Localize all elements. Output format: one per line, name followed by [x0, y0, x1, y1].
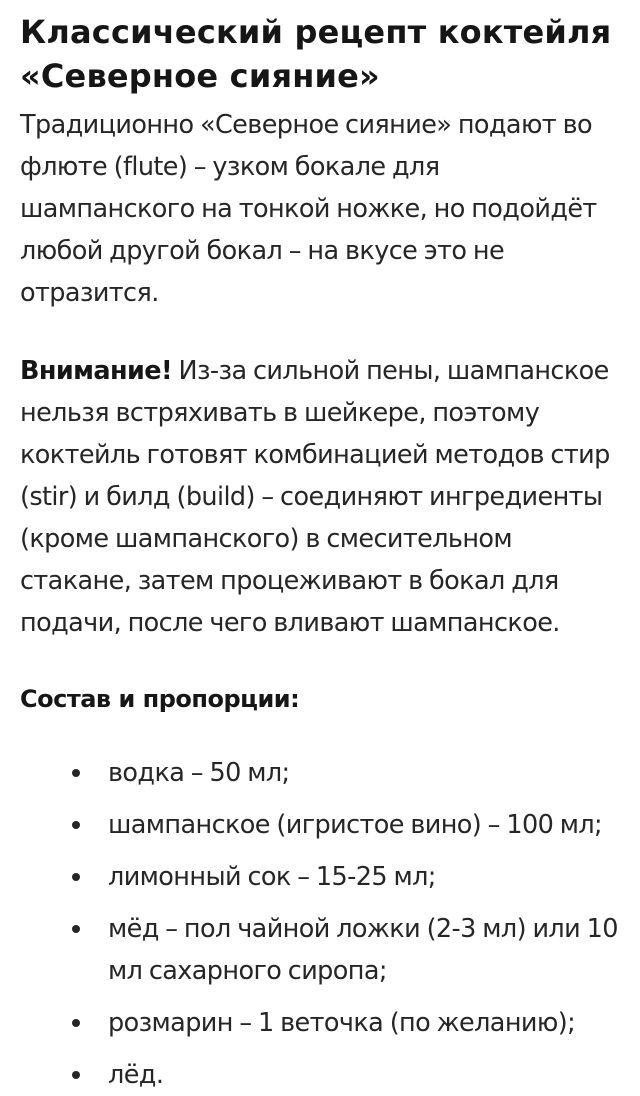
ingredients-list: [20, 752, 618, 1096]
bullet-icon: [72, 1019, 80, 1027]
bullet-icon: [72, 769, 80, 777]
bullet-icon: [72, 1071, 80, 1079]
list-item: [72, 752, 618, 794]
bullet-icon: [72, 821, 80, 829]
ingredients-heading: Состав и пропорции:: [20, 685, 300, 713]
list-item: [72, 856, 618, 898]
warning-label: Внимание!: [20, 356, 172, 386]
intro-paragraph: Традиционно «Северное сияние» подают во флюте (flute) – узком бокале для шампанского на тонкой ножке, но подойдёт любой другой бокал – на вкусе это не отразится.: [20, 110, 597, 308]
ingredient-text: шампанское (игристое вино) – 100 мл;: [108, 810, 603, 840]
bullet-icon: [72, 873, 80, 881]
ingredient-text: лёд.: [108, 1060, 164, 1090]
ingredient-text: мёд – пол чайной ложки (2-3 мл) или 10 мл сахарного сиропа;: [108, 914, 618, 986]
ingredient-text: лимонный сок – 15-25 мл;: [108, 862, 436, 892]
list-item: [72, 908, 618, 992]
warning-text: Из-за сильной пены, шампанское нельзя встряхивать в шейкере, поэтому коктейль готовят комбинацией методов стир (stir) и билд (build) – соединяют ингредиенты (кроме шампанского) в смесительном стакане, затем процеживают в бокал для подачи, после чего вливают шампанское.: [20, 356, 610, 638]
list-item: [72, 804, 618, 846]
list-item: [72, 1054, 618, 1096]
page-title: Классический рецепт коктейля «Северное сияние»: [20, 13, 612, 95]
bullet-icon: [72, 925, 80, 933]
ingredient-text: розмарин – 1 веточка (по желанию);: [108, 1008, 576, 1038]
list-item: [72, 1002, 618, 1044]
warning-paragraph: [20, 350, 618, 644]
ingredient-text: водка – 50 мл;: [108, 758, 290, 788]
